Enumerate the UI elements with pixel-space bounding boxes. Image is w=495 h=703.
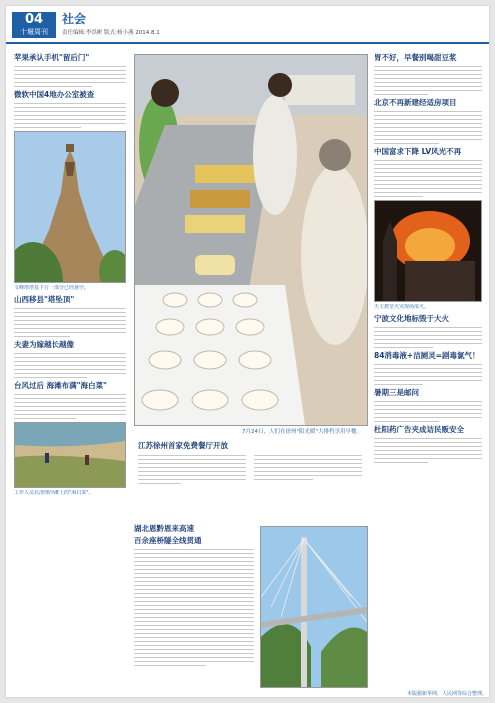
page-header [6,6,489,44]
article-title: 北京不再新建经适房项目 [374,98,457,107]
main-photo-caption: 7月24日，人们在徐州"阳光暖"大排档享用早餐。 [242,429,363,435]
article-title: 宁波文化地标毁于大火 [374,314,449,323]
bridge-photo [260,526,368,688]
article-body [14,394,126,420]
article-title: 台风过后 海滩布满"海白菜" [14,381,107,390]
article-title: 杜阳药广告夹成诘民贩安全 [374,425,464,434]
page-number-badge [12,12,56,38]
article-body [374,438,482,464]
article-body [14,103,126,129]
page-footer: 本版据新华网、人民网等综合整理。 [406,691,487,697]
paper-name: 十堰周刊 [20,28,48,36]
article-title: 微软中国4地办公室被查 [14,90,95,99]
article-body [254,452,362,483]
article-body [374,401,482,423]
photo-caption: 文峰塔塔基下方一部分已经悬空。 [14,285,90,291]
article-title: 湖北恩黔恩来高速 [134,524,194,533]
restaurant-image [135,55,367,425]
article-title: 中国富求下降 LV风光不再 [374,147,462,156]
free-restaurant-article [134,438,366,518]
article-title: 夫妻为嫁越长越像 [14,340,74,349]
article-title: 山西移县"塔坠顶" [14,295,75,304]
article-body [134,549,254,667]
article-body [374,160,482,198]
pagoda-photo [14,131,126,283]
beach-image [15,423,125,487]
photo-caption: 天主教堂火灾现场浓火。 [374,304,430,310]
restaurant-photo [134,54,368,426]
article-title: 百余座桥隧全线贯通 [134,536,202,545]
article-body [374,364,482,386]
article-title: 84消毒液+洁厕灵=剧毒氯气！ [374,351,480,360]
bridge-image [261,527,367,687]
article-title: 江苏徐州首家免费餐厅开放 [138,441,228,450]
fire-image [375,201,481,301]
newspaper-page [6,6,489,697]
article-title: 暑期三是邮问 [374,388,419,397]
section-title: 社会 [62,12,87,26]
right-column [374,50,482,690]
bridge-article [134,524,254,692]
article-body [138,452,246,487]
fire-photo [374,200,482,302]
pagoda-image [15,132,125,282]
photo-caption: 工作人员在清理沙滩上的"海白菜"。 [14,490,94,496]
article-body [14,66,126,88]
article-body [374,111,482,145]
left-column [14,50,126,690]
editor-credits: 责任编辑:李洪彬 版式:杨小燕 2014.8.1 [62,30,160,36]
article-body [374,327,482,349]
article-body [374,66,482,96]
article-title: 苹果承认手机"留后门" [14,53,90,62]
page-number: 04 [24,12,44,27]
article-title: 胃不好，早餐别喝甜豆浆 [374,53,457,62]
article-body [14,308,126,338]
beach-photo [14,422,126,488]
article-body [14,353,126,379]
